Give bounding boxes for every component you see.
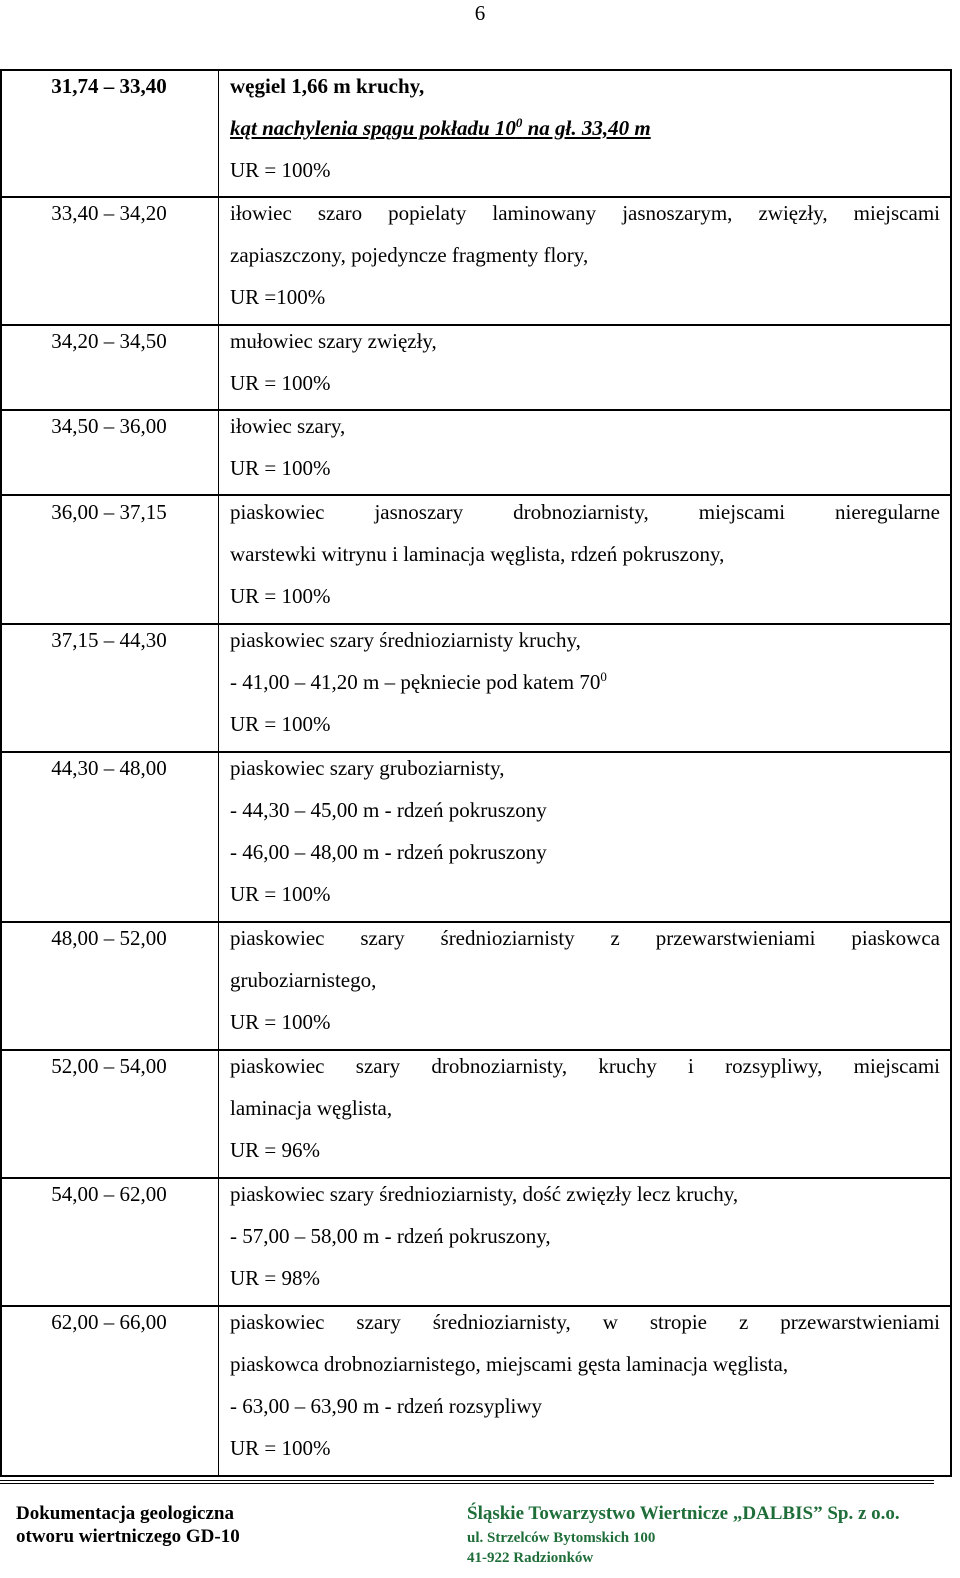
footer-address-street: ul. Strzelców Bytomskich 100 [467, 1530, 656, 1546]
row-separator [0, 1177, 952, 1179]
degree-superscript: 0 [515, 115, 523, 130]
layer-description-line: piaskowiec szary średnioziarnisty, dość zwięzły lecz kruchy, [230, 1182, 739, 1206]
layer-description-line: węgiel 1,66 m kruchy, [230, 74, 425, 98]
footer-borehole-id: otworu wiertniczego GD-10 [16, 1526, 240, 1547]
depth-interval: 48,00 – 52,00 [51, 926, 167, 950]
row-separator [0, 921, 952, 923]
row-separator [0, 409, 952, 411]
row-separator [0, 623, 952, 625]
recovery-ratio: UR = 96% [230, 1138, 321, 1162]
layer-description-line: - 63,00 – 63,90 m - rdzeń rozsypliwy [230, 1394, 543, 1418]
layer-description-line: - 46,00 – 48,00 m - rdzeń pokruszony [230, 840, 547, 864]
recovery-ratio: UR = 100% [230, 456, 331, 480]
depth-interval: 34,50 – 36,00 [51, 414, 167, 438]
recovery-ratio: UR = 100% [230, 584, 331, 608]
recovery-ratio: UR =100% [230, 285, 326, 309]
depth-interval: 34,20 – 34,50 [51, 329, 167, 353]
layer-description-line: piaskowiec jasnoszary drobnoziarnisty, miejscami nieregularne [230, 500, 940, 524]
layer-description-line: piaskowiec szary średnioziarnisty kruchy, [230, 628, 581, 652]
layer-description-line: warstewki witrynu i laminacja węglista, rdzeń pokruszony, [230, 542, 725, 566]
layer-description-line: zapiaszczony, pojedyncze fragmenty flory, [230, 243, 589, 267]
layer-description-line: mułowiec szary zwięzły, [230, 329, 437, 353]
depth-interval: 36,00 – 37,15 [51, 500, 167, 524]
layer-description-line: piaskowiec szary średnioziarnisty z przewarstwieniami piaskowca [230, 926, 940, 950]
footer-rule [0, 1483, 934, 1484]
row-separator [0, 196, 952, 198]
recovery-ratio: UR = 100% [230, 1010, 331, 1034]
recovery-ratio: UR = 100% [230, 371, 331, 395]
row-separator [0, 1049, 952, 1051]
layer-description-line: kąt nachylenia spągu pokładu $10^0$ na gł. 33,40 m [230, 115, 651, 140]
row-separator [0, 751, 952, 753]
row-separator [0, 324, 952, 326]
layer-description-line: - 44,30 – 45,00 m - rdzeń pokruszony [230, 798, 547, 822]
layer-description-line: piaskowiec szary średnioziarnisty, w stropie z przewarstwieniami [230, 1310, 940, 1334]
layer-description-line: piaskowiec szary drobnoziarnisty, kruchy i rozsypliwy, miejscami [230, 1054, 940, 1078]
row-separator [0, 1305, 952, 1307]
recovery-ratio: UR = 100% [230, 882, 331, 906]
depth-interval: 62,00 – 66,00 [51, 1310, 167, 1334]
recovery-ratio: UR = 98% [230, 1266, 321, 1290]
layer-description-line: piaskowiec szary gruboziarnisty, [230, 756, 505, 780]
depth-interval: 52,00 – 54,00 [51, 1054, 167, 1078]
recovery-ratio: UR = 100% [230, 158, 331, 182]
layer-description-line: - 57,00 – 58,00 m - rdzeń pokruszony, [230, 1224, 551, 1248]
depth-interval: 31,74 – 33,40 [51, 74, 167, 98]
depth-interval: 33,40 – 34,20 [51, 201, 167, 225]
layer-description-line: iłowiec szary, [230, 414, 346, 438]
column-divider [218, 71, 219, 1475]
layer-description-line: gruboziarnistego, [230, 968, 377, 992]
recovery-ratio: UR = 100% [230, 1436, 331, 1460]
footer-company-name: Śląskie Towarzystwo Wiertnicze „DALBIS” Sp. z o.o. [467, 1503, 900, 1524]
layer-description-line: laminacja węglista, [230, 1096, 393, 1120]
depth-interval: 54,00 – 62,00 [51, 1182, 167, 1206]
depth-interval: 44,30 – 48,00 [51, 756, 167, 780]
row-separator [0, 494, 952, 496]
layer-description-line: iłowiec szaro popielaty laminowany jasnoszarym, zwięzły, miejscami [230, 201, 940, 225]
layer-description-line: piaskowca drobnoziarnistego, miejscami gęsta laminacja węglista, [230, 1352, 789, 1376]
layer-description-line: - 41,00 – 41,20 m – pękniecie pod katem $70^0$ [230, 669, 607, 694]
depth-interval: 37,15 – 44,30 [51, 628, 167, 652]
page-number: 6 [474, 1, 486, 25]
footer-address-city: 41-922 Radzionków [467, 1550, 594, 1566]
recovery-ratio: UR = 100% [230, 712, 331, 736]
footer-rule [0, 1480, 934, 1481]
degree-superscript: 0 [600, 669, 607, 684]
footer-document-title: Dokumentacja geologiczna [16, 1503, 234, 1524]
